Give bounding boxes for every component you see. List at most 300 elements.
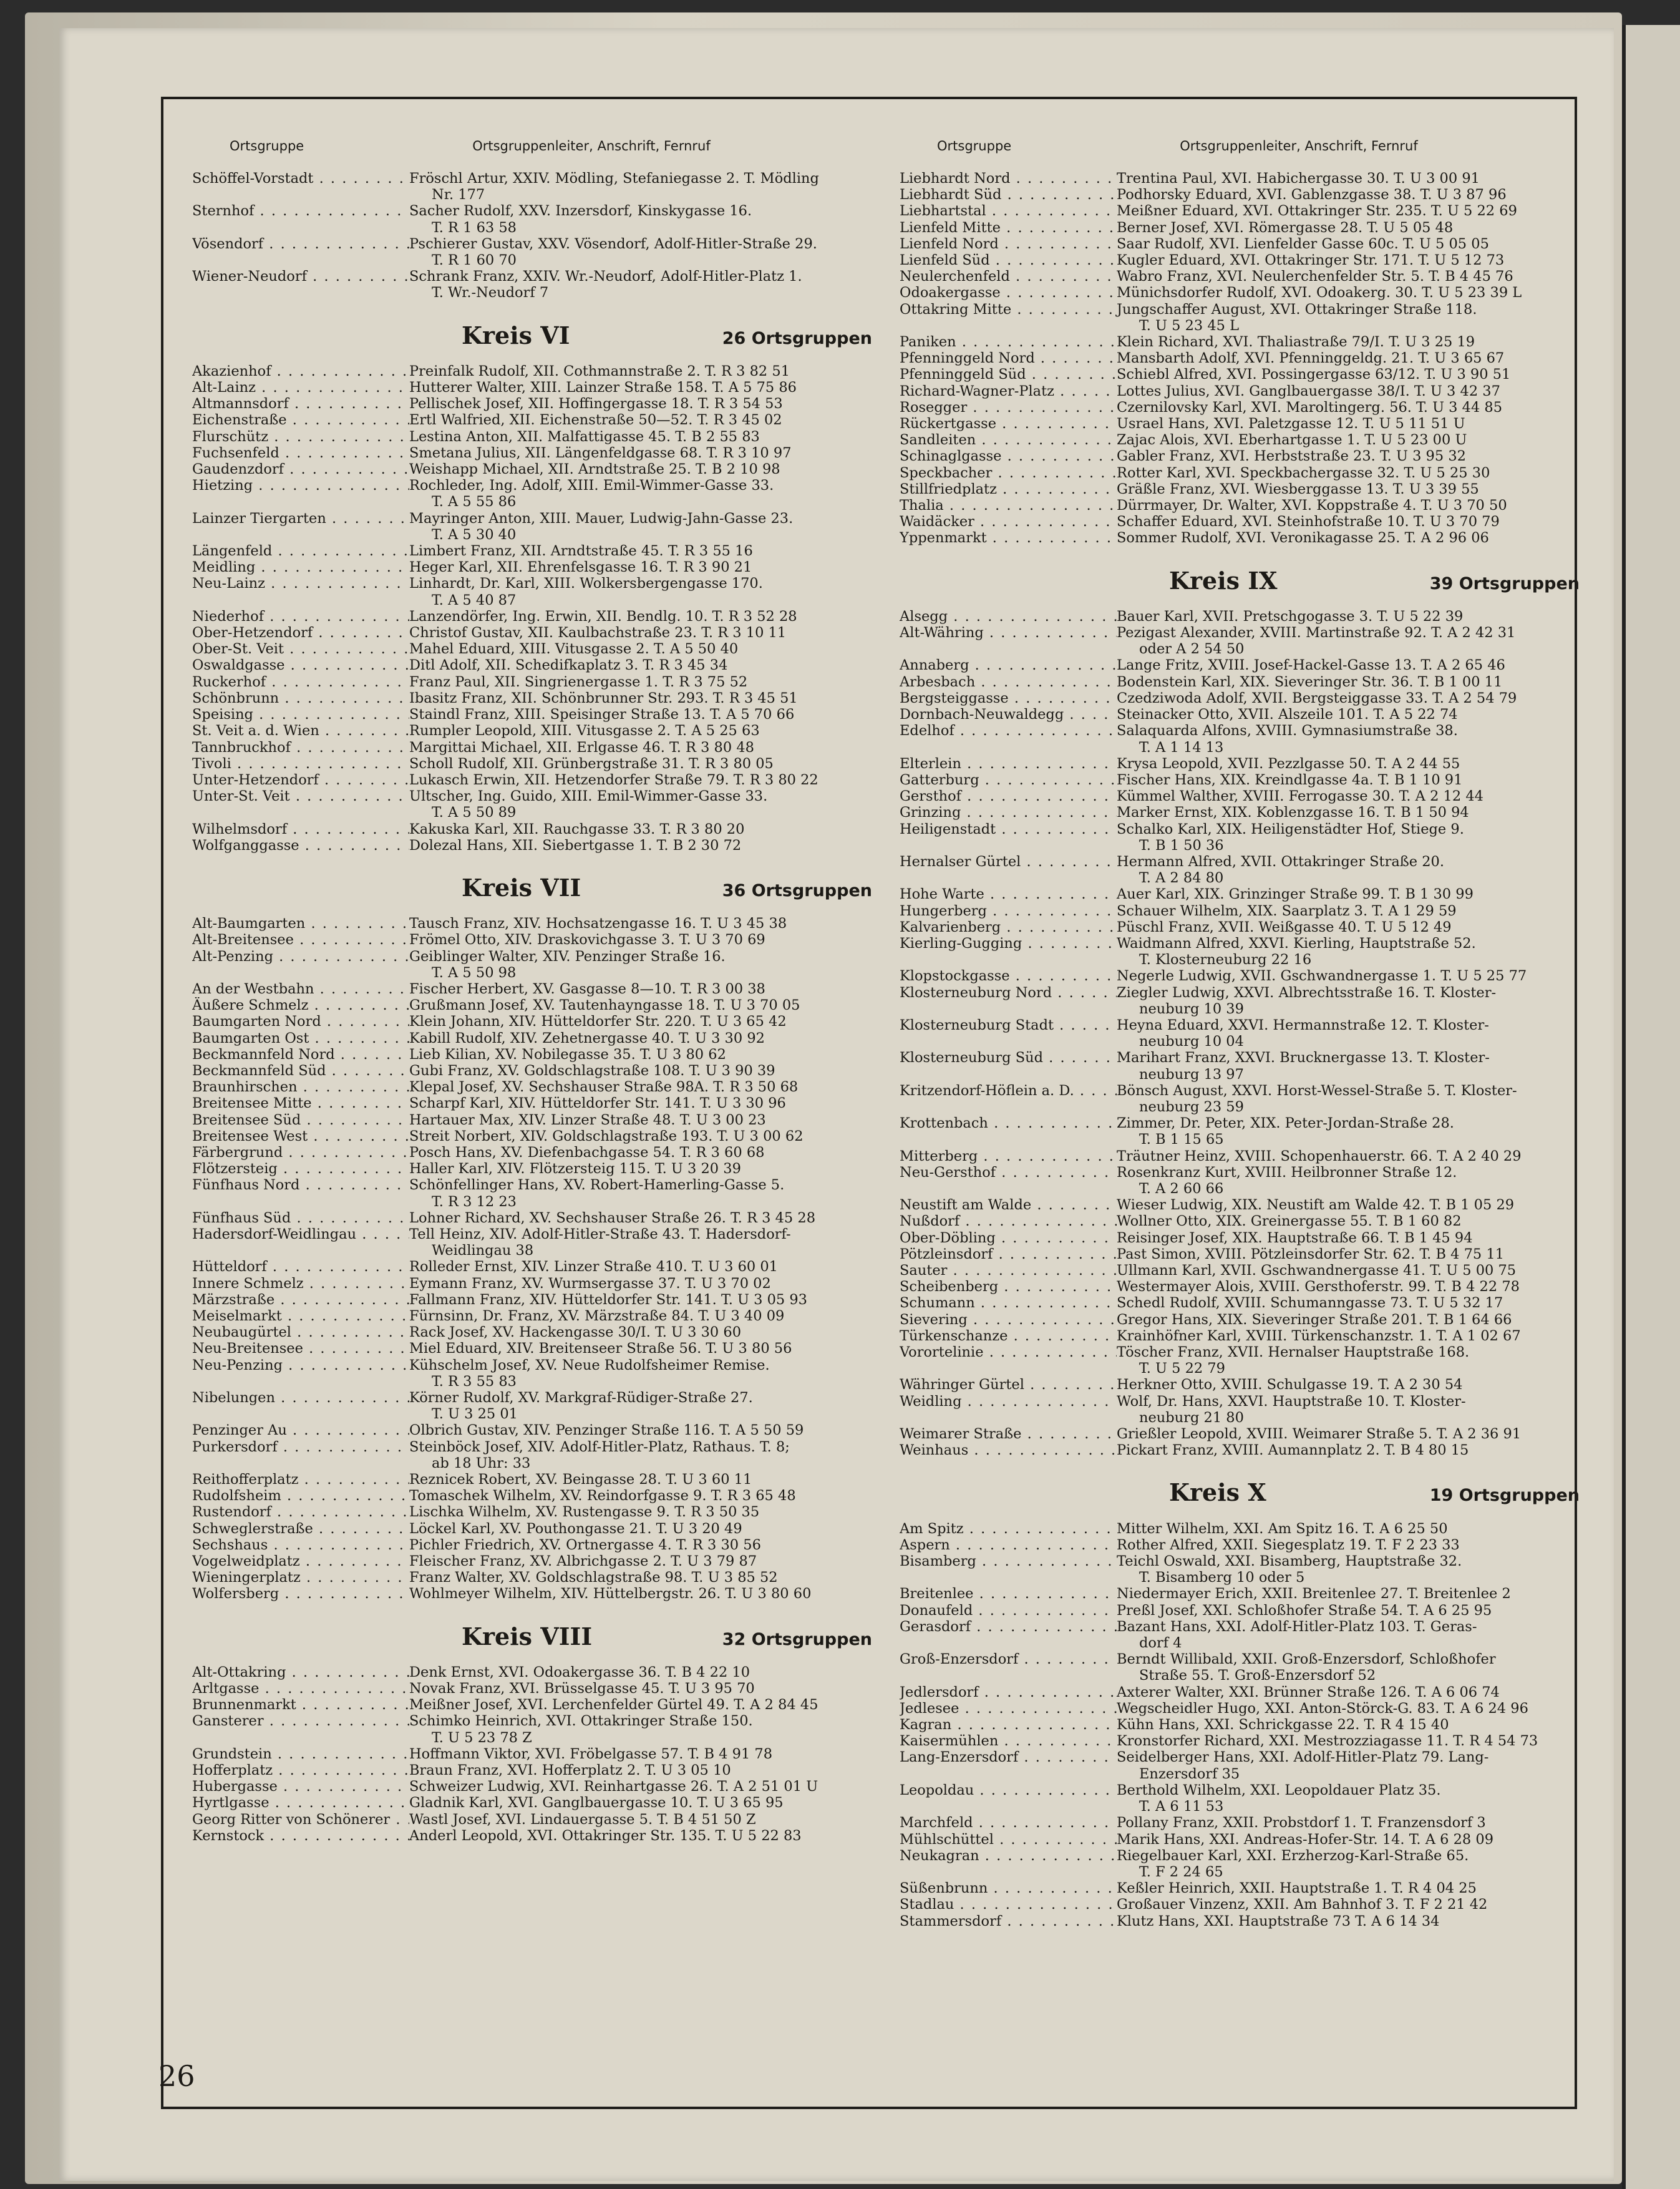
directory-entry	[900, 1262, 1598, 1279]
leader-continuation: T. Bisamberg 10 oder 5	[1139, 1569, 1305, 1586]
directory-entry	[192, 1586, 891, 1602]
leader-line: Mansbarth Adolf, XVI. Pfenninggeldg. 21. T. U 3 65 67	[1117, 350, 1505, 367]
leader-details	[409, 674, 891, 690]
directory-entry	[192, 510, 891, 543]
directory-entry	[192, 429, 891, 445]
ortsgruppe-name: Liebhardt Süd . . .	[900, 187, 1117, 203]
leader-line: Czedziwoda Adolf, XVII. Bergsteiggasse 33. T. A 2 54 79	[1117, 690, 1517, 706]
leader-line: Töscher Franz, XVII. Hernalser Hauptstraße 168.	[1117, 1344, 1470, 1361]
leader-details	[1117, 1279, 1598, 1295]
leader-details	[409, 379, 891, 396]
directory-entry	[192, 915, 891, 932]
ortsgruppe-name: Scheibenberg . . .	[900, 1279, 1117, 1295]
ortsgruppe-name: Vorortelinie . . .	[900, 1344, 1117, 1360]
leader-line: Eymann Franz, XV. Wurmsergasse 37. T. U 3 70 02	[409, 1275, 771, 1292]
ortsgruppe-name: Alt-Penzing . . .	[192, 948, 409, 965]
leader-line: Jungschaffer August, XVI. Ottakringer Straße 118.	[1117, 301, 1477, 318]
ortsgruppe-name: Gatterburg . . .	[900, 772, 1117, 788]
leader-line: Bönsch August, XXVI. Horst-Wessel-Straße 5. T. Kloster-	[1117, 1082, 1517, 1099]
leader-line: Hartauer Max, XIV. Linzer Straße 48. T. U 3 00 23	[409, 1111, 766, 1128]
leader-line: Reisinger Josef, XIX. Hauptstraße 66. T. B 1 45 94	[1117, 1229, 1473, 1246]
leader-details	[1117, 608, 1598, 625]
leader-line: Czernilovsky Karl, XVI. Maroltingerg. 56. T. U 3 44 85	[1117, 399, 1503, 416]
directory-entry	[192, 1697, 891, 1713]
leader-line: Dürrmayer, Dr. Walter, XVI. Koppstraße 4. T. U 3 70 50	[1117, 497, 1507, 514]
directory-entry	[900, 1602, 1598, 1619]
leader-continuation: neuburg 23 59	[1139, 1098, 1244, 1115]
ortsgruppe-name: Alt-Lainz . . .	[192, 379, 409, 396]
ortsgruppe-name: Gaudenzdorf . . .	[192, 461, 409, 477]
ortsgruppe-name: Jedlersdorf . . .	[900, 1684, 1117, 1700]
leader-details	[1117, 1733, 1598, 1749]
leader-line: Axterer Walter, XXI. Brünner Straße 126. T. A 6 06 74	[1117, 1684, 1500, 1700]
ortsgruppe-name: Nußdorf . . .	[900, 1213, 1117, 1229]
directory-entry	[192, 821, 891, 837]
ortsgruppe-name: Unter-Hetzendorf . . .	[192, 772, 409, 788]
ortsgruppe-name: Donaufeld . . .	[900, 1602, 1117, 1619]
leader-details	[409, 739, 891, 756]
leader-line: Marker Ernst, XIX. Koblenzgasse 16. T. B 1 50 94	[1117, 804, 1469, 821]
ortsgruppe-name: Flurschütz . . .	[192, 429, 409, 445]
leader-details	[409, 1569, 891, 1586]
directory-entry	[900, 187, 1598, 203]
leader-line: Ziegler Ludwig, XXVI. Albrechtsstraße 16. T. Kloster-	[1117, 984, 1497, 1001]
directory-entry	[192, 1324, 891, 1340]
leader-details	[1117, 625, 1598, 657]
leader-line: Klein Johann, XIV. Hütteldorfer Str. 220. T. U 3 65 42	[409, 1013, 787, 1030]
ortsgruppe-name: Alsegg . . .	[900, 608, 1117, 625]
leader-details	[409, 1422, 891, 1438]
directory-entry	[900, 170, 1598, 187]
leader-details	[409, 363, 891, 379]
leader-continuation: neuburg 10 04	[1139, 1033, 1244, 1050]
directory-entry	[900, 1050, 1598, 1082]
directory-entry	[192, 1828, 891, 1844]
leader-details	[409, 1778, 891, 1795]
ortsgruppe-name: Speising . . .	[192, 706, 409, 723]
leader-line: Ibasitz Franz, XII. Schönbrunner Str. 293. T. R 3 45 51	[409, 690, 798, 706]
leader-details	[1117, 497, 1598, 514]
leader-details	[409, 268, 891, 301]
ortsgruppe-name: Aspern . . .	[900, 1537, 1117, 1553]
leader-line: Rack Josef, XV. Hackengasse 30/I. T. U 3 30 60	[409, 1324, 742, 1341]
ortsgruppe-name: Wieningerplatz . . .	[192, 1569, 409, 1586]
leader-details	[409, 1112, 891, 1128]
leader-details	[1117, 465, 1598, 481]
ortsgruppe-name: Neulerchenfeld . . .	[900, 268, 1117, 285]
leader-details	[409, 1340, 891, 1357]
directory-entry	[192, 1488, 891, 1504]
directory-entry	[900, 625, 1598, 657]
directory-entry	[900, 1197, 1598, 1213]
directory-entry	[192, 1013, 891, 1030]
ortsgruppe-name: Georg Ritter von Schönerer . . .	[192, 1811, 409, 1828]
leader-line: Lohner Richard, XV. Sechshauser Straße 26. T. R 3 45 28	[409, 1209, 816, 1226]
leader-line: Reznicek Robert, XV. Beingasse 28. T. U 3 60 11	[409, 1471, 752, 1488]
ortsgruppe-name: Arbesbach . . .	[900, 674, 1117, 690]
kreis-count: 36 Ortsgruppen	[722, 880, 872, 900]
leader-details	[409, 1079, 891, 1095]
leader-line: Klein Richard, XVI. Thaliastraße 79/I. T. U 3 25 19	[1117, 334, 1475, 351]
directory-entry	[192, 559, 891, 575]
kreis-title: Kreis IX	[1169, 566, 1278, 595]
leader-details	[1117, 1295, 1598, 1311]
leader-line: Pollany Franz, XXII. Probstdorf 1. T. Franzensdorf 3	[1117, 1815, 1486, 1831]
leader-details	[409, 461, 891, 477]
directory-entry	[900, 854, 1598, 886]
directory-entry	[192, 608, 891, 625]
directory-entry	[192, 1521, 891, 1537]
leader-details	[409, 1504, 891, 1520]
directory-entry	[900, 285, 1598, 301]
leader-line: Mahel Eduard, XIII. Vitusgasse 2. T. A 5 50 40	[409, 641, 739, 658]
directory-entry	[900, 268, 1598, 285]
directory-entry	[900, 756, 1598, 772]
directory-entry	[900, 448, 1598, 464]
directory-entry	[900, 1115, 1598, 1148]
directory-entry	[900, 1344, 1598, 1377]
leader-line: Negerle Ludwig, XVII. Gschwandnergasse 1. T. U 5 25 77	[1117, 968, 1527, 985]
directory-entry	[900, 465, 1598, 481]
leader-line: Wohlmeyer Wilhelm, XIV. Hüttelbergstr. 26. T. U 3 80 60	[409, 1586, 812, 1602]
leader-details	[409, 706, 891, 723]
leader-continuation: Enzersdorf 35	[1139, 1765, 1240, 1782]
leader-details	[1117, 1913, 1598, 1929]
leader-details	[409, 203, 891, 235]
directory-entry	[900, 674, 1598, 690]
leader-details	[409, 997, 891, 1013]
directory-entry	[900, 432, 1598, 448]
ortsgruppe-name: Baumgarten Nord . . .	[192, 1013, 409, 1030]
ortsgruppe-name: Lienfeld Mitte . . .	[900, 220, 1117, 236]
leader-details	[1117, 1050, 1598, 1082]
directory-entry	[900, 1831, 1598, 1848]
directory-entry	[900, 1213, 1598, 1229]
directory-entry	[192, 396, 891, 412]
leader-line: Denk Ernst, XVI. Odoakergasse 36. T. B 4 22 10	[409, 1664, 750, 1680]
leader-line: Wabro Franz, XVI. Neulerchenfelder Str. 5. T. B 4 45 76	[1117, 268, 1513, 285]
ortsgruppe-name: Hietzing . . .	[192, 477, 409, 494]
ortsgruppe-name: Sandleiten . . .	[900, 432, 1117, 448]
leader-line: Zajac Alois, XVI. Eberhartgasse 1. T. U 5 23 00 U	[1117, 432, 1467, 449]
leader-continuation: T. A 5 40 87	[432, 592, 517, 608]
ortsgruppe-name: Arltgasse . . .	[192, 1680, 409, 1697]
ortsgruppe-name: Klosterneuburg Nord . . .	[900, 985, 1117, 1001]
leader-line: Franz Paul, XII. Singrienergasse 1. T. R 3 75 52	[409, 673, 748, 690]
directory-entry	[192, 1308, 891, 1324]
leader-details	[1117, 481, 1598, 497]
leader-details	[1117, 1651, 1598, 1684]
ortsgruppe-name: Äußere Schmelz . . .	[192, 997, 409, 1013]
leader-continuation: T. R 3 12 23	[432, 1193, 517, 1210]
leader-line: Rumpler Leopold, XIII. Vitusgasse 2. T. A 5 25 63	[409, 723, 760, 739]
column-header	[900, 138, 1598, 170]
leader-details	[409, 788, 891, 821]
ortsgruppe-name: Dornbach-Neuwaldegg . . .	[900, 706, 1117, 723]
leader-details	[1117, 1717, 1598, 1733]
left-column	[192, 99, 891, 2107]
ortsgruppe-name: Neukagran . . .	[900, 1848, 1117, 1864]
directory-entry	[192, 1569, 891, 1586]
ortsgruppe-name: An der Westbahn . . .	[192, 981, 409, 997]
ortsgruppe-name: Schöffel-Vorstadt . . .	[192, 170, 409, 187]
leader-details	[1117, 350, 1598, 366]
leader-line: Bazant Hans, XXI. Adolf-Hitler-Platz 103. T. Geras-	[1117, 1618, 1477, 1635]
kreis-heading	[192, 873, 891, 902]
ortsgruppe-name: Gersthof . . .	[900, 788, 1117, 804]
leader-line: Trentina Paul, XVI. Habichergasse 30. T. U 3 00 91	[1117, 170, 1480, 187]
directory-entry	[192, 948, 891, 981]
ortsgruppe-name: Waidäcker . . .	[900, 514, 1117, 530]
leader-details	[1117, 1586, 1598, 1602]
directory-entry	[192, 1422, 891, 1438]
ortsgruppe-name: Kalvarienberg . . .	[900, 919, 1117, 935]
ortsgruppe-name: Meidling . . .	[192, 559, 409, 575]
leader-details	[1117, 690, 1598, 706]
header-leader: Ortsgruppenleiter, Anschrift, Fernruf	[472, 139, 711, 154]
leader-details	[1117, 1553, 1598, 1586]
directory-entry	[900, 1733, 1598, 1749]
ortsgruppe-name: Weidling . . .	[900, 1393, 1117, 1410]
directory-entry	[900, 919, 1598, 935]
ortsgruppe-name: Mitterberg . . .	[900, 1148, 1117, 1164]
ortsgruppe-name: Flötzersteig . . .	[192, 1161, 409, 1177]
leader-line: Wieser Ludwig, XIX. Neustift am Walde 42. T. B 1 05 29	[1117, 1197, 1515, 1214]
leader-line: Frömel Otto, XIV. Draskovichgasse 3. T. U 3 70 69	[409, 932, 765, 948]
leader-details	[1117, 1148, 1598, 1164]
directory-entry	[192, 477, 891, 510]
directory-entry	[900, 821, 1598, 854]
leader-line: Schrank Franz, XXIV. Wr.-Neudorf, Adolf-Hitler-Platz 1.	[409, 268, 802, 285]
ortsgruppe-name: Groß-Enzersdorf . . .	[900, 1651, 1117, 1667]
ortsgruppe-name: Breitensee Mitte . . .	[192, 1095, 409, 1111]
directory-entry	[900, 1537, 1598, 1553]
leader-line: Podhorsky Eduard, XVI. Gablenzgasse 38. T. U 3 87 96	[1117, 187, 1507, 203]
kreis-heading	[900, 566, 1598, 595]
directory-entry	[192, 1357, 891, 1390]
leader-line: Tomaschek Wilhelm, XV. Reindorfgasse 9. T. R 3 65 48	[409, 1488, 796, 1504]
ortsgruppe-name: Richard-Wagner-Platz . . .	[900, 383, 1117, 399]
leader-line: Fischer Herbert, XV. Gasgasse 8—10. T. R 3 00 38	[409, 980, 765, 997]
leader-details	[1117, 886, 1598, 902]
leader-details	[1117, 1115, 1598, 1148]
leader-line: Gabler Franz, XVI. Herbststraße 23. T. U 3 95 32	[1117, 448, 1466, 465]
leader-line: Margittai Michael, XII. Erlgasse 46. T. R 3 80 48	[409, 739, 754, 756]
leader-details	[409, 1488, 891, 1504]
leader-line: Gubi Franz, XV. Goldschlagstraße 108. T. U 3 90 39	[409, 1062, 775, 1079]
column-header	[192, 138, 891, 170]
leader-details	[409, 1762, 891, 1778]
ortsgruppe-name: Türkenschanze . . .	[900, 1328, 1117, 1344]
directory-entry	[900, 1377, 1598, 1393]
ortsgruppe-name: Wilhelmsdorf . . .	[192, 821, 409, 837]
leader-line: Preßl Josef, XXI. Schloßhofer Straße 54. T. A 6 25 95	[1117, 1602, 1492, 1619]
ortsgruppe-name: Klosterneuburg Süd . . .	[900, 1050, 1117, 1066]
leader-line: Tell Heinz, XIV. Adolf-Hitler-Straße 43. T. Hadersdorf-	[409, 1226, 791, 1242]
ortsgruppe-name: Schönbrunn . . .	[192, 690, 409, 706]
ortsgruppe-name: Stadlau . . .	[900, 1896, 1117, 1913]
ortsgruppe-name: Lienfeld Nord . . .	[900, 236, 1117, 252]
leader-line: Sacher Rudolf, XXV. Inzersdorf, Kinskygasse 16.	[409, 203, 752, 220]
directory-entry	[192, 1128, 891, 1144]
ortsgruppe-name: Eichenstraße . . .	[192, 412, 409, 428]
ortsgruppe-name: Hubergasse . . .	[192, 1778, 409, 1795]
leader-details	[409, 1013, 891, 1030]
leader-line: Braun Franz, XVI. Hofferplatz 2. T. U 3 05 10	[409, 1762, 731, 1779]
facing-page-edge	[1622, 25, 1680, 2189]
leader-line: Herkner Otto, XVIII. Schulgasse 19. T. A 2 30 54	[1117, 1377, 1463, 1393]
ortsgruppe-name: Yppenmarkt . . .	[900, 530, 1117, 546]
ortsgruppe-name: Hernalser Gürtel . . .	[900, 854, 1117, 870]
leader-line: Hoffmann Viktor, XVI. Fröbelgasse 57. T. B 4 91 78	[409, 1745, 773, 1762]
leader-details	[409, 1259, 891, 1275]
leader-continuation: T. R 3 55 83	[432, 1373, 517, 1390]
kreis-title: Kreis X	[1169, 1478, 1266, 1507]
leader-line: Steinböck Josef, XIV. Adolf-Hitler-Platz, Rathaus. T. 8;	[409, 1438, 790, 1455]
directory-entry	[900, 1442, 1598, 1458]
leader-line: Wollner Otto, XIX. Greinergasse 55. T. B 1 60 82	[1117, 1213, 1462, 1230]
leader-line: Kühschelm Josef, XV. Neue Rudolfsheimer Remise.	[409, 1357, 770, 1373]
directory-entry	[192, 363, 891, 379]
leader-details	[1117, 788, 1598, 804]
leader-continuation: T. A 1 14 13	[1139, 739, 1224, 756]
leader-details	[409, 1713, 891, 1745]
ortsgruppe-name: Rückertgasse . . .	[900, 416, 1117, 432]
ortsgruppe-name: Fünfhaus Nord . . .	[192, 1177, 409, 1193]
kreis-heading	[192, 321, 891, 349]
leader-line: Rochleder, Ing. Adolf, XIII. Emil-Wimmer-Gasse 33.	[409, 477, 774, 494]
leader-line: Seidelberger Hans, XXI. Adolf-Hitler-Platz 79. Lang-	[1117, 1749, 1489, 1766]
ortsgruppe-name: Wolfersberg . . .	[192, 1586, 409, 1602]
ortsgruppe-name: Neu-Breitensee . . .	[192, 1340, 409, 1357]
directory-entry	[900, 1700, 1598, 1717]
leader-details	[409, 1357, 891, 1390]
ortsgruppe-name: Hütteldorf . . .	[192, 1259, 409, 1275]
leader-line: Salaquarda Alfons, XVIII. Gymnasiumstraße 38.	[1117, 723, 1458, 739]
ortsgruppe-name: Alt-Ottakring . . .	[192, 1664, 409, 1680]
directory-entry	[192, 1292, 891, 1308]
leader-details	[409, 1210, 891, 1226]
leader-details	[1117, 985, 1598, 1017]
ortsgruppe-name: Gerasdorf . . .	[900, 1619, 1117, 1635]
directory-entry	[900, 1328, 1598, 1344]
leader-line: Fallmann Franz, XIV. Hütteldorfer Str. 141. T. U 3 05 93	[409, 1291, 807, 1308]
leader-details	[1117, 187, 1598, 203]
kreis-title: Kreis VI	[462, 321, 570, 349]
directory-entry	[192, 1680, 891, 1697]
right-column	[900, 99, 1598, 2107]
leader-details	[1117, 674, 1598, 690]
leader-continuation: oder A 2 54 50	[1139, 641, 1245, 658]
leader-line: Schönfellinger Hans, XV. Robert-Hamerling-Gasse 5.	[409, 1177, 785, 1194]
directory-entry	[900, 1717, 1598, 1733]
leader-line: Pschierer Gustav, XXV. Vösendorf, Adolf-Hitler-Straße 29.	[409, 235, 817, 252]
leader-line: Körner Rudolf, XV. Markgraf-Rüdiger-Straße 27.	[409, 1390, 753, 1407]
directory-entry	[192, 1275, 891, 1292]
leader-line: Schalko Karl, XIX. Heiligenstädter Hof, Stiege 9.	[1117, 821, 1464, 837]
leader-details	[1117, 1213, 1598, 1229]
leader-details	[409, 1811, 891, 1828]
ortsgruppe-name: Odoakergasse . . .	[900, 285, 1117, 301]
leader-line: Gregor Hans, XIX. Sieveringer Straße 201. T. B 1 64 66	[1117, 1311, 1512, 1328]
ortsgruppe-name: Rosegger . . .	[900, 399, 1117, 416]
leader-line: Kakuska Karl, XII. Rauchgasse 33. T. R 3 80 20	[409, 821, 745, 837]
ortsgruppe-name: Sechshaus . . .	[192, 1537, 409, 1553]
leader-line: Scharpf Karl, XIV. Hütteldorfer Str. 141. T. U 3 30 96	[409, 1095, 786, 1112]
directory-entry	[192, 1046, 891, 1063]
ortsgruppe-name: Längenfeld . . .	[192, 543, 409, 559]
ortsgruppe-name: Krottenbach . . .	[900, 1115, 1117, 1131]
leader-details	[409, 1697, 891, 1713]
leader-details	[409, 396, 891, 412]
leader-details	[1117, 935, 1598, 968]
directory-frame	[161, 97, 1580, 2109]
leader-line: Grußmann Josef, XV. Tautenhayngasse 18. T. U 3 70 05	[409, 997, 800, 1014]
leader-details	[1117, 1684, 1598, 1700]
leader-line: Past Simon, XVIII. Pötzleinsdorfer Str. 62. T. B 4 75 11	[1117, 1246, 1505, 1262]
leader-line: Ullmann Karl, XVII. Gschwandnergasse 41. T. U 5 00 75	[1117, 1262, 1517, 1279]
leader-details	[409, 477, 891, 510]
leader-details	[409, 915, 891, 932]
leader-details	[409, 1521, 891, 1537]
directory-entry	[900, 1586, 1598, 1602]
directory-entry	[900, 220, 1598, 236]
leader-continuation: neuburg 21 80	[1139, 1409, 1244, 1426]
leader-details	[1117, 1246, 1598, 1262]
directory-entry	[192, 1762, 891, 1778]
header-leader: Ortsgruppenleiter, Anschrift, Fernruf	[1180, 139, 1418, 154]
directory-entry	[900, 1083, 1598, 1115]
leader-details	[1117, 285, 1598, 301]
leader-details	[1117, 1782, 1598, 1815]
leader-details	[1117, 399, 1598, 416]
directory-entry	[192, 1390, 891, 1422]
ortsgruppe-name: Sternhof . . .	[192, 203, 409, 219]
directory-entry	[192, 1095, 891, 1111]
ortsgruppe-name: Liebhardt Nord . . .	[900, 170, 1117, 187]
leader-line: Heyna Eduard, XXVI. Hermannstraße 12. T. Kloster-	[1117, 1016, 1489, 1033]
leader-details	[1117, 804, 1598, 821]
ortsgruppe-name: Hadersdorf-Weidlingau . . .	[192, 1226, 409, 1242]
leader-continuation: T. B 1 15 65	[1139, 1131, 1224, 1148]
directory-entry	[192, 203, 891, 235]
directory-entry	[900, 1651, 1598, 1684]
directory-entry	[900, 1782, 1598, 1815]
leader-details	[1117, 1896, 1598, 1913]
directory-entry	[900, 608, 1598, 625]
directory-entry	[192, 412, 891, 428]
leader-line: Scholl Rudolf, XII. Grünbergstraße 31. T. R 3 80 05	[409, 755, 774, 772]
leader-continuation: Weidlingau 38	[432, 1242, 534, 1259]
ortsgruppe-name: Breitenlee . . .	[900, 1586, 1117, 1602]
leader-line: Marihart Franz, XXVI. Brucknergasse 13. T. Kloster-	[1117, 1050, 1490, 1066]
directory-entry	[192, 837, 891, 854]
directory-entry	[900, 1896, 1598, 1913]
directory-entry	[900, 1295, 1598, 1311]
directory-entry	[900, 1312, 1598, 1328]
directory-entry	[192, 445, 891, 461]
directory-entry	[192, 706, 891, 723]
leader-details	[409, 1390, 891, 1422]
directory-entry	[900, 301, 1598, 334]
directory-entry	[192, 625, 891, 641]
directory-entry	[900, 886, 1598, 902]
directory-entry	[900, 399, 1598, 416]
leader-line: Schauer Wilhelm, XIX. Saarplatz 3. T. A 1 29 59	[1117, 902, 1457, 919]
leader-details	[1117, 1848, 1598, 1880]
ortsgruppe-name: Neustift am Walde . . .	[900, 1197, 1117, 1213]
leader-continuation: T. A 5 50 98	[432, 964, 517, 981]
